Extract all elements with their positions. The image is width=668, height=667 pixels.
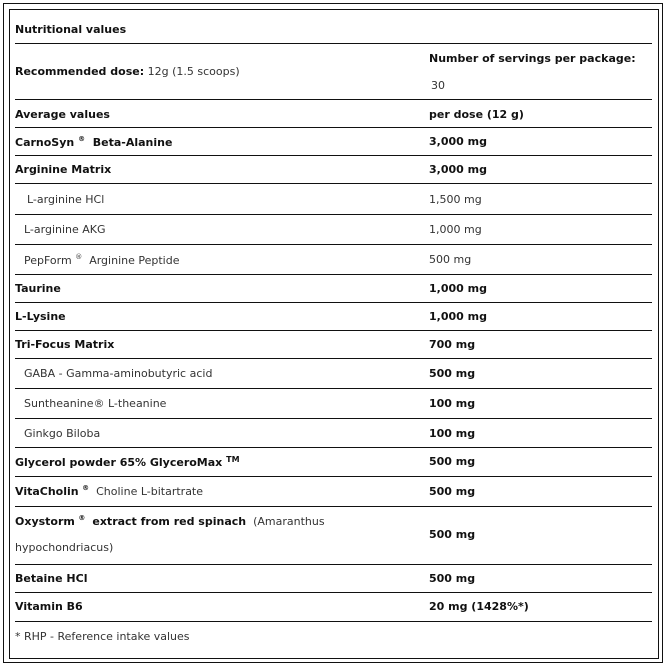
table-row xyxy=(15,245,652,275)
servings-value: 30 xyxy=(431,79,445,92)
ingredient-value: 1,000 mg xyxy=(429,282,487,295)
footnote-row xyxy=(15,622,652,648)
table-row xyxy=(15,565,652,593)
ingredient-value: 100 mg xyxy=(429,427,476,440)
table-row xyxy=(15,419,652,448)
ingredient-value: 20 mg (1428%*) xyxy=(429,600,529,613)
ingredient-name: VitaCholin xyxy=(15,485,79,498)
table-row xyxy=(15,331,652,359)
servings-label: Number of servings per package: xyxy=(429,52,636,65)
ingredient-value: 3,000 mg xyxy=(429,163,487,176)
ingredient-value: 3,000 mg xyxy=(429,135,487,148)
table-row xyxy=(15,156,652,184)
ingredient-value: 1,000 mg xyxy=(429,310,487,323)
table-title: Nutritional values xyxy=(15,23,127,36)
table-row xyxy=(15,215,652,245)
table-row xyxy=(15,477,652,507)
ingredient-name: Vitamin B6 xyxy=(15,600,83,613)
ingredient-name: Ginkgo Biloba xyxy=(24,427,101,440)
ingredient-name: L-Lysine xyxy=(15,310,66,323)
nutrition-table xyxy=(15,15,652,648)
ingredient-name-4: hypochondriacus) xyxy=(15,541,114,554)
table-row xyxy=(15,303,652,331)
ingredient-name-3: (Amaranthus xyxy=(253,515,325,528)
avg-label: Average values xyxy=(15,108,110,121)
ingredient-name: L-arginine AKG xyxy=(24,223,106,236)
table-row xyxy=(15,389,652,419)
registered-mark: ® xyxy=(75,253,83,261)
ingredient-name: PepForm xyxy=(24,254,72,267)
ingredient-name: Oxystorm xyxy=(15,515,75,528)
table-row xyxy=(15,507,652,565)
ingredient-value: 500 mg xyxy=(429,528,476,541)
ingredient-name-2: extract from red spinach xyxy=(92,515,247,528)
table-row xyxy=(15,184,652,215)
table-row xyxy=(15,359,652,389)
registered-mark: ® xyxy=(78,135,86,143)
ingredient-value: 100 mg xyxy=(429,397,476,410)
ingredient-name-2: Beta-Alanine xyxy=(92,136,173,149)
table-row xyxy=(15,128,652,156)
ingredient-name: Tri-Focus Matrix xyxy=(15,338,115,351)
ingredient-name-2: Arginine Peptide xyxy=(89,254,180,267)
ingredient-name: Arginine Matrix xyxy=(15,163,112,176)
table-row xyxy=(15,593,652,622)
ingredient-value: 1,500 mg xyxy=(429,193,482,206)
dose-row xyxy=(15,44,652,100)
ingredient-value: 500 mg xyxy=(429,455,476,468)
dose-value: 12g (1.5 scoops) xyxy=(147,65,240,78)
ingredient-name: Taurine xyxy=(15,282,61,295)
registered-mark: ® xyxy=(82,484,90,492)
ingredient-name: Glycerol powder 65% GlyceroMax xyxy=(15,456,223,469)
table-row xyxy=(15,275,652,303)
ingredient-name: CarnoSyn xyxy=(15,136,75,149)
ingredient-value: 500 mg xyxy=(429,367,476,380)
trademark-mark: TM xyxy=(226,455,240,464)
title-row xyxy=(15,15,652,44)
avg-row xyxy=(15,100,652,128)
ingredient-value: 500 mg xyxy=(429,485,476,498)
registered-mark: ® xyxy=(78,514,86,522)
footnote: * RHP - Reference intake values xyxy=(15,630,190,643)
ingredient-value: 700 mg xyxy=(429,338,476,351)
ingredient-value: 500 mg xyxy=(429,572,476,585)
ingredient-name: L-arginine HCl xyxy=(27,193,105,206)
ingredient-name: Suntheanine® L-theanine xyxy=(24,397,167,410)
dose-label: Recommended dose: xyxy=(15,65,145,78)
ingredient-name-2: Choline L-bitartrate xyxy=(96,485,204,498)
per-dose-label: per dose (12 g) xyxy=(429,108,524,121)
ingredient-name: GABA - Gamma-aminobutyric acid xyxy=(24,367,213,380)
ingredient-name: Betaine HCl xyxy=(15,572,88,585)
ingredient-value: 1,000 mg xyxy=(429,223,482,236)
ingredient-value: 500 mg xyxy=(429,253,472,266)
table-row xyxy=(15,448,652,477)
